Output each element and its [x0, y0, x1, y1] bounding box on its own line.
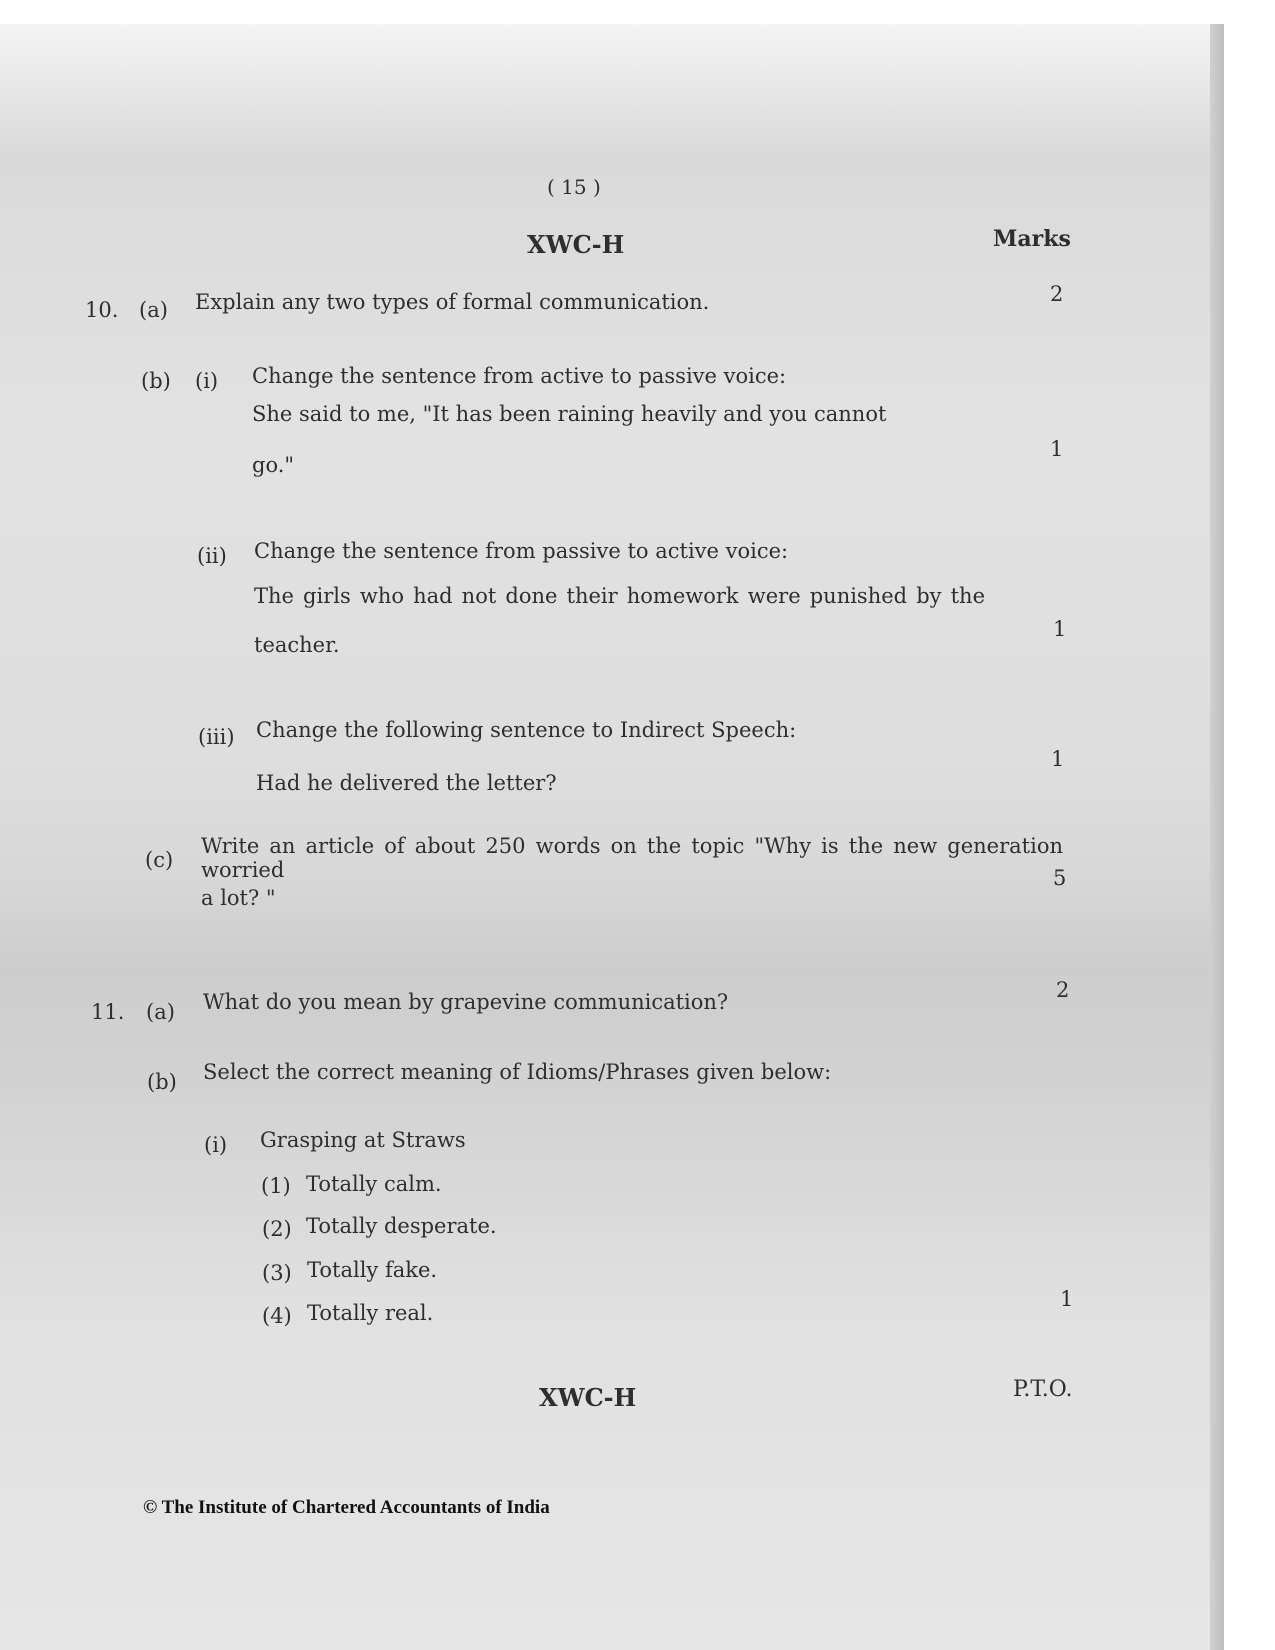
q10-a-marks: 2 [1050, 282, 1064, 306]
option-label: (4) [262, 1304, 292, 1328]
paper-edge [1210, 24, 1224, 1650]
q11-a-text: What do you mean by grapevine communication? [203, 990, 729, 1014]
q10-b-i-sentence-line2: go." [252, 453, 295, 477]
q11-b-text: Select the correct meaning of Idioms/Phrases given below: [203, 1060, 832, 1084]
question-10-number: 10. [85, 298, 119, 322]
q10-c-line2: a lot? " [201, 886, 276, 910]
q10-b-ii-instruction: Change the sentence from passive to active voice: [254, 539, 789, 563]
option-text: Totally desperate. [306, 1214, 497, 1238]
option-label: (1) [261, 1174, 291, 1198]
option-text: Totally real. [307, 1301, 434, 1325]
q10-b-iii-instruction: Change the following sentence to Indirect Speech: [256, 718, 797, 742]
paper-code-footer: XWC-H [539, 1383, 637, 1412]
q10-b-iii-label: (iii) [198, 725, 235, 749]
option-label: (2) [262, 1217, 292, 1241]
question-11-number: 11. [91, 1000, 125, 1024]
q10-b-ii-label: (ii) [197, 544, 227, 568]
q11-a-label: (a) [146, 1000, 175, 1024]
q10-b-ii-marks: 1 [1053, 617, 1067, 641]
q10-b-iii-sentence: Had he delivered the letter? [256, 771, 557, 795]
q10-c-line1: Write an article of about 250 words on the topic "Why is the new generation worried [201, 834, 1063, 882]
q11-b-i-marks: 1 [1060, 1287, 1074, 1311]
q10-b-i-marks: 1 [1050, 437, 1064, 461]
paper-code-header: XWC-H [527, 230, 625, 259]
q10-b-i-sentence-line1: She said to me, "It has been raining heavily and you cannot [252, 402, 887, 426]
q10-b-i-label: (i) [195, 369, 219, 393]
q10-c-marks: 5 [1053, 866, 1067, 890]
option-text: Totally fake. [307, 1258, 438, 1282]
pto-label: P.T.O. [1013, 1377, 1073, 1402]
q10-b-label: (b) [141, 369, 171, 393]
q10-b-i-instruction: Change the sentence from active to passive voice: [252, 364, 787, 388]
copyright-notice: © The Institute of Chartered Accountants of India [143, 1497, 550, 1518]
option-text: Totally calm. [306, 1172, 442, 1196]
q11-b-label: (b) [147, 1070, 177, 1094]
q10-a-text: Explain any two types of formal communication. [195, 290, 710, 314]
q10-b-iii-marks: 1 [1051, 747, 1065, 771]
q10-c-label: (c) [145, 848, 174, 872]
q11-b-i-label: (i) [204, 1133, 228, 1157]
q11-b-i-idiom: Grasping at Straws [260, 1128, 466, 1152]
q10-b-ii-sentence-line2: teacher. [254, 633, 340, 657]
marks-heading: Marks [993, 226, 1071, 252]
option-label: (3) [262, 1261, 292, 1285]
q11-a-marks: 2 [1056, 978, 1070, 1002]
q10-a-label: (a) [139, 298, 168, 322]
q10-b-ii-sentence-line1: The girls who had not done their homework were punished by the [254, 584, 985, 608]
page-number: ( 15 ) [547, 175, 601, 199]
